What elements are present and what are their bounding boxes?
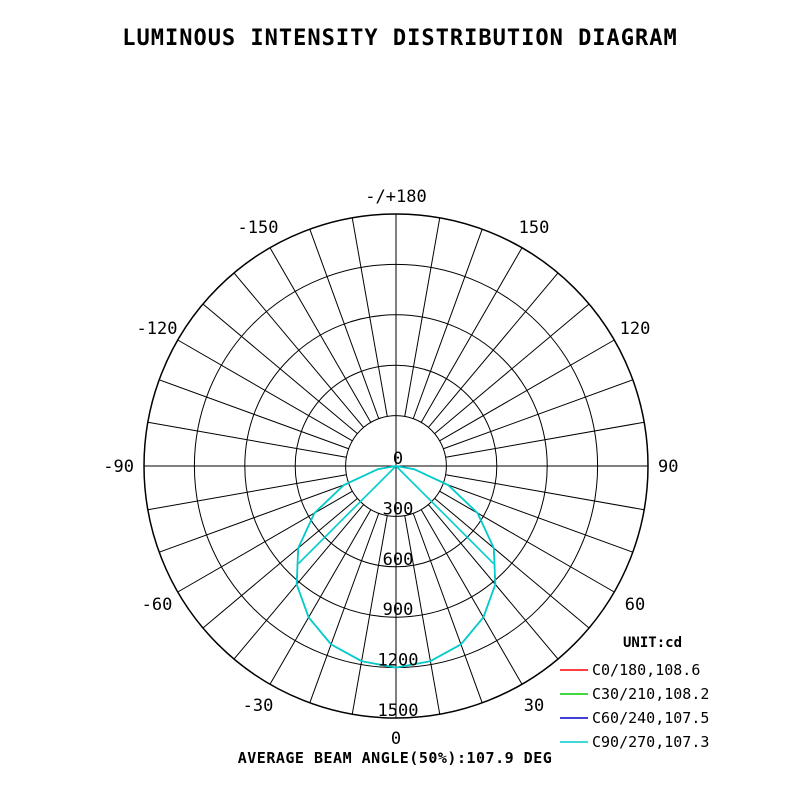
ring-label: 300 bbox=[382, 499, 414, 520]
legend bbox=[560, 635, 709, 751]
beam-angle-footer: AVERAGE BEAM ANGLE(50%):107.9 DEG bbox=[237, 749, 553, 767]
angle-label: 60 bbox=[624, 595, 646, 615]
page-title: LUMINOUS INTENSITY DISTRIBUTION DIAGRAM bbox=[122, 26, 678, 51]
angle-label: 150 bbox=[518, 217, 550, 238]
angle-label: -30 bbox=[242, 696, 274, 717]
angle-label: -150 bbox=[237, 217, 279, 238]
angle-label: 120 bbox=[619, 319, 651, 339]
ring-label: 0 bbox=[392, 449, 404, 469]
ring-label: 1500 bbox=[377, 701, 419, 721]
angle-label: 90 bbox=[658, 457, 679, 477]
angle-label: -90 bbox=[103, 457, 134, 477]
angle-label: -60 bbox=[141, 595, 173, 615]
legend-item: C90/270,107.3 bbox=[592, 733, 710, 751]
ring-label: 900 bbox=[382, 600, 414, 621]
legend-item: C30/210,108.2 bbox=[592, 685, 710, 703]
angle-label: 30 bbox=[523, 696, 545, 717]
legend-item: C0/180,108.6 bbox=[592, 661, 701, 679]
ring-label: 600 bbox=[382, 549, 414, 570]
angle-label: -/+180 bbox=[365, 187, 427, 207]
unit-label: UNIT:cd bbox=[623, 635, 683, 651]
legend-item: C60/240,107.5 bbox=[592, 709, 710, 727]
ring-label: 1200 bbox=[377, 650, 419, 671]
angle-label: 0 bbox=[390, 729, 402, 749]
angle-label: -120 bbox=[136, 319, 178, 339]
